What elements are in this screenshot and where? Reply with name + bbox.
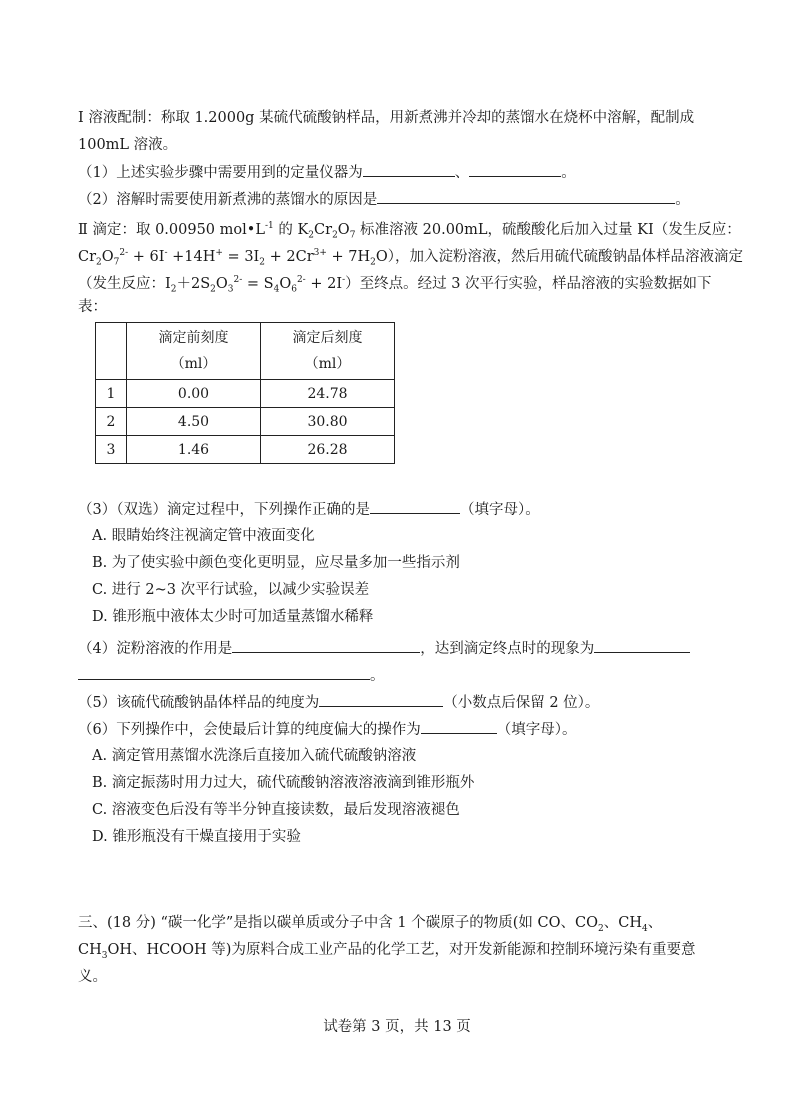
q3-option-b: B. 为了使实验中颜色变化更明显，应尽量多加一些指示剂 [92,555,460,571]
table-row [96,436,395,464]
table-cell-before: 4.50 [127,408,261,436]
table-cell-after: 30.80 [261,408,395,436]
question-4: （4）淀粉溶液的作用是 ，达到滴定终点时的现象为 [78,638,690,659]
section3-line-1: 三、(18 分) “碳一化学”是指以碳单质或分子中含 1 个碳原子的物质(如 CO、$CO_2$、$CH_4$、 [78,915,663,934]
q6-option-c: C. 溶液变色后没有等半分钟直接读数，最后发现溶液褪色 [92,802,460,818]
answer-blank-5[interactable] [319,692,443,707]
section3-line-3: 义。 [78,969,107,985]
answer-blank-1b[interactable] [469,162,561,177]
table-row [96,408,395,436]
answer-blank-1a[interactable] [363,162,455,177]
part1-line-1: Ⅰ 溶液配制：称取 1.2000g 某硫代硫酸钠样品，用新煮沸并冷却的蒸馏水在烧杯中溶解，配制成 [78,110,695,126]
table-cell-before: 0.00 [127,380,261,408]
table-cell-after: 26.28 [261,436,395,464]
table-cell-index: 3 [96,436,127,464]
table-cell-index: 2 [96,408,127,436]
question-1: （1）上述实验步骤中需要用到的定量仪器为 、 。 [78,162,576,183]
q3-option-c: C. 进行 2~3 次平行试验，以减少实验误差 [92,582,370,598]
table-header-after: 滴定后刻度 （ml） [261,323,395,380]
answer-blank-2[interactable] [377,189,675,204]
answer-blank-4a[interactable] [232,638,420,653]
answer-blank-4b[interactable] [594,638,690,653]
part2-line-2: $Cr_2O_7^{2-} + 6I^- +14H^+ = 3I_2 + 2Cr^{3+} + 7H_2O$），加入淀粉溶液，然后用硫代硫酸钠晶体样品溶液滴定 [78,248,744,268]
part2-line-4: 表： [78,299,107,315]
page-footer: 试卷第 3 页，共 13 页 [323,1019,471,1035]
part1-line-2: 100mL 溶液。 [78,137,178,153]
question-5: （5）该硫代硫酸钠晶体样品的纯度为 （小数点后保留 2 位）。 [78,692,599,713]
table-cell-index: 1 [96,380,127,408]
titration-data-table [95,322,395,464]
table-cell-before: 1.46 [127,436,261,464]
table-header-blank [96,323,127,380]
answer-blank-4c[interactable] [78,665,370,680]
answer-blank-6[interactable] [421,719,497,734]
answer-blank-3[interactable] [370,499,460,514]
table-header-before: 滴定前刻度 （ml） [127,323,261,380]
question-6: （6）下列操作中，会使最后计算的纯度偏大的操作为 （填字母）。 [78,719,576,740]
q3-option-a: A. 眼睛始终注视滴定管中液面变化 [92,528,315,544]
q3-option-d: D. 锥形瓶中液体太少时可加适量蒸馏水稀释 [92,609,374,625]
question-4-cont: 。 [78,665,385,686]
section3-line-2: $CH_3OH$、HCOOH 等)为原料合成工业产品的化学工艺，对开发新能源和控制环境污染有重要意 [78,942,696,961]
table-row [96,380,395,408]
table-header-row [96,323,395,380]
part2-line-1: Ⅱ 滴定：取 0.00950 $mol•L^{-1}$ 的 $K_2Cr_2O_7$ 标准溶液 20.00mL，硫酸酸化后加入过量 KI（发生反应： [78,221,741,241]
q6-option-d: D. 锥形瓶没有干燥直接用于实验 [92,829,301,845]
q6-option-b: B. 滴定振荡时用力过大，硫代硫酸钠溶液溶液滴到锥形瓶外 [92,775,475,791]
question-3: （3）（双选）滴定过程中，下列操作正确的是 （填字母）。 [78,499,540,520]
part2-line-3: （发生反应：$I_2+2S_2O_3^{2-} = S_4O_6^{2-} + 2I^-$）至终点。经过 3 次平行实验，样品溶液的实验数据如下 [78,275,712,295]
q6-option-a: A. 滴定管用蒸馏水洗涤后直接加入硫代硫酸钠溶液 [92,748,417,764]
question-2: （2）溶解时需要使用新煮沸的蒸馏水的原因是 。 [78,189,690,210]
table-cell-after: 24.78 [261,380,395,408]
